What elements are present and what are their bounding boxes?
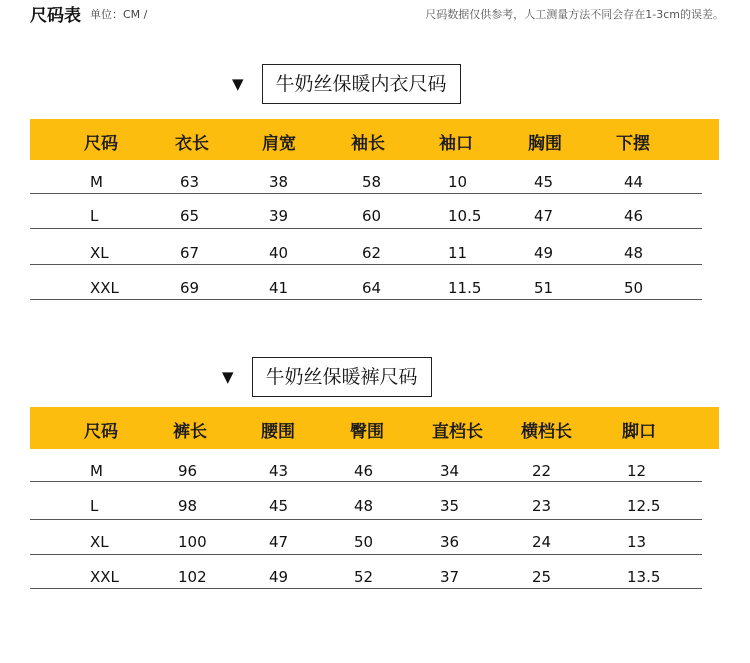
table-row [30, 229, 702, 265]
size-cell: XL [90, 244, 109, 262]
column-header: 直档长 [432, 422, 483, 442]
value-cell: 11.5 [448, 279, 482, 297]
value-cell: 10 [448, 173, 468, 191]
column-header: 尺码 [84, 134, 118, 154]
column-header: 袖口 [439, 134, 473, 154]
section-title-box: 牛奶丝保暖内衣尺码 [262, 64, 461, 104]
value-cell: 23 [532, 497, 552, 515]
value-cell: 39 [269, 207, 289, 225]
size-cell: M [90, 173, 103, 191]
value-cell: 102 [178, 568, 207, 586]
column-header: 衣长 [175, 134, 209, 154]
value-cell: 50 [354, 533, 374, 551]
value-cell: 51 [534, 279, 554, 297]
value-cell: 12 [627, 462, 647, 480]
value-cell: 65 [180, 207, 200, 225]
section-title-top-wear [232, 64, 461, 104]
value-cell: 13.5 [627, 568, 661, 586]
column-header: 横档长 [521, 422, 572, 442]
column-header: 脚口 [622, 422, 656, 442]
column-header: 臀围 [350, 422, 384, 442]
value-cell: 60 [362, 207, 382, 225]
column-header: 肩宽 [262, 134, 296, 154]
table-header-top-wear [30, 119, 719, 160]
value-cell: 24 [532, 533, 552, 551]
table-header-pants [30, 407, 719, 449]
value-cell: 96 [178, 462, 198, 480]
column-header: 腰围 [261, 422, 295, 442]
column-header: 下摆 [616, 134, 650, 154]
value-cell: 11 [448, 244, 468, 262]
value-cell: 67 [180, 244, 200, 262]
value-cell: 62 [362, 244, 382, 262]
column-header: 尺码 [84, 422, 118, 442]
page-title: 尺码表 [30, 6, 81, 26]
table-row [30, 555, 702, 589]
value-cell: 49 [269, 568, 289, 586]
size-cell: M [90, 462, 103, 480]
size-cell: L [90, 207, 99, 225]
column-header: 袖长 [351, 134, 385, 154]
value-cell: 38 [269, 173, 289, 191]
value-cell: 13 [627, 533, 647, 551]
value-cell: 48 [354, 497, 374, 515]
value-cell: 46 [624, 207, 644, 225]
size-cell: L [90, 497, 99, 515]
column-header: 胸围 [528, 134, 562, 154]
value-cell: 64 [362, 279, 382, 297]
value-cell: 69 [180, 279, 200, 297]
size-cell: XXL [90, 279, 119, 297]
table-row [30, 194, 702, 229]
value-cell: 43 [269, 462, 289, 480]
table-row [30, 451, 702, 482]
value-cell: 44 [624, 173, 644, 191]
triangle-down-icon: ▼ [222, 367, 234, 386]
section-title-pants [222, 357, 432, 397]
value-cell: 98 [178, 497, 198, 515]
value-cell: 22 [532, 462, 552, 480]
value-cell: 50 [624, 279, 644, 297]
triangle-down-icon: ▼ [232, 74, 244, 93]
value-cell: 25 [532, 568, 552, 586]
value-cell: 37 [440, 568, 460, 586]
value-cell: 52 [354, 568, 374, 586]
section-title-box: 牛奶丝保暖裤尺码 [252, 357, 432, 397]
size-cell: XXL [90, 568, 119, 586]
value-cell: 12.5 [627, 497, 661, 515]
value-cell: 49 [534, 244, 554, 262]
value-cell: 46 [354, 462, 374, 480]
value-cell: 45 [269, 497, 289, 515]
unit-label: 单位：CM / [90, 8, 148, 21]
column-header: 裤长 [173, 422, 207, 442]
size-cell: XL [90, 533, 109, 551]
value-cell: 40 [269, 244, 289, 262]
value-cell: 63 [180, 173, 200, 191]
value-cell: 10.5 [448, 207, 482, 225]
table-row [30, 265, 702, 300]
disclaimer-note: 尺码数据仅供参考，人工测量方法不同会存在1-3cm的误差。 [425, 8, 724, 21]
value-cell: 34 [440, 462, 460, 480]
value-cell: 100 [178, 533, 207, 551]
value-cell: 45 [534, 173, 554, 191]
value-cell: 47 [269, 533, 289, 551]
value-cell: 35 [440, 497, 460, 515]
value-cell: 48 [624, 244, 644, 262]
table-row [30, 482, 702, 520]
value-cell: 47 [534, 207, 554, 225]
value-cell: 41 [269, 279, 289, 297]
value-cell: 36 [440, 533, 460, 551]
table-row [30, 520, 702, 555]
table-row [30, 162, 702, 194]
value-cell: 58 [362, 173, 382, 191]
